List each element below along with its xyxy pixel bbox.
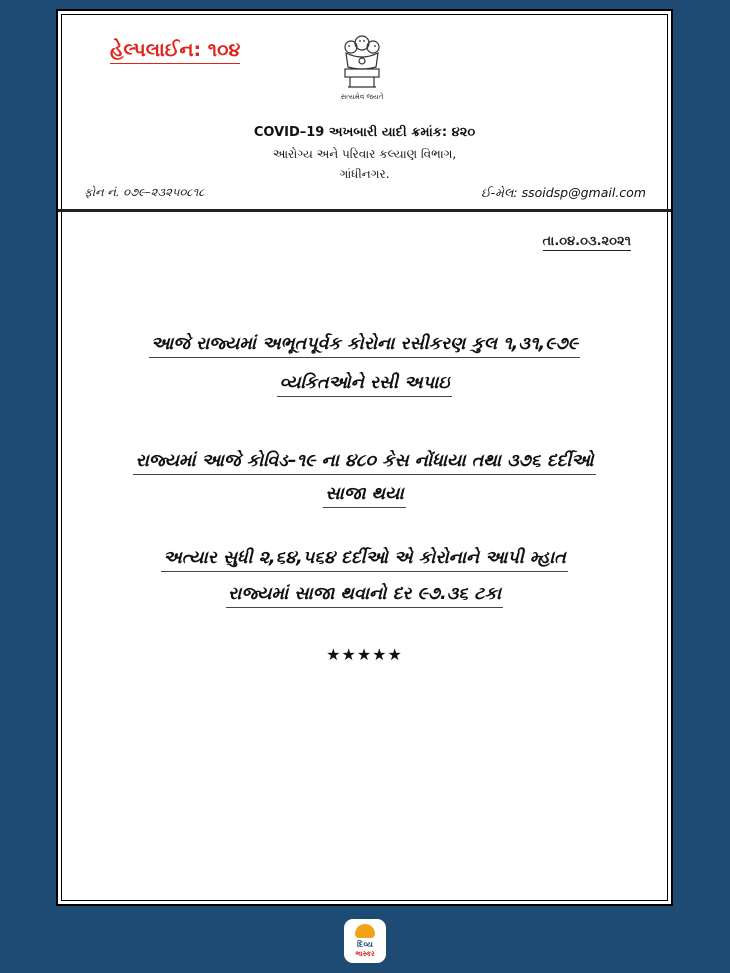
helpline-number: હેલ્પલાઈન: ૧૦૪ [110,39,240,64]
headline-3-line-1: અત્યાર સુધી ૨,૬૪,૫૬૪ દર્દીઓ એ કોરોનાને આપી મ્હાત [58,548,671,568]
end-stars: ★★★★★ [326,645,403,664]
national-emblem-icon [338,31,386,97]
logo-text-line-2: ભાસ્કર [355,950,375,958]
press-release-sheet [56,9,673,906]
emblem-motto: સત્યમેવ જયતે [340,93,384,101]
divya-bhaskar-logo [344,919,386,963]
headline-2-line-2: સાજા થયા [58,484,671,504]
release-number: COVID–19 અખબારી યાદી ક્રમાંક: ૪૨૦ [253,125,476,140]
headline-3-line-2: રાજ્યમાં સાજા થવાનો દર ૯૭.૩૬ ટકા [58,584,671,604]
header-divider [58,209,671,212]
headline-1-line-1: આજે રાજ્યમાં અભૂતપૂર્વક કોરોના રસીકરણ કુલ ૧,૩૧,૯૭૯ [58,334,671,354]
department-name: આરોગ્ય અને પરિવાર કલ્યાણ વિભાગ, [272,147,457,161]
phone-number: ફોન નં. ૦૭૯–૨૩૨૫૦૮૧૮ [84,185,205,199]
city-name: ગાંધીનગર. [339,167,390,181]
logo-text-line-1: દિવ્ય [357,940,373,949]
sun-icon [355,924,375,938]
email-address: ઈ-મેલ: ssoidsp@gmail.com [480,185,646,200]
release-date: તા.૦૪.૦૩.૨૦૨૧ [542,234,631,249]
headline-1-line-2: વ્યકિતઓને રસી અપાઇ [58,373,671,393]
headline-2-line-1: રાજ્યમાં આજે કોવિડ–૧૯ ના ૪૮૦ કેસ નોંધાયા તથા ૩૭૬ દર્દીઓ [58,451,671,471]
